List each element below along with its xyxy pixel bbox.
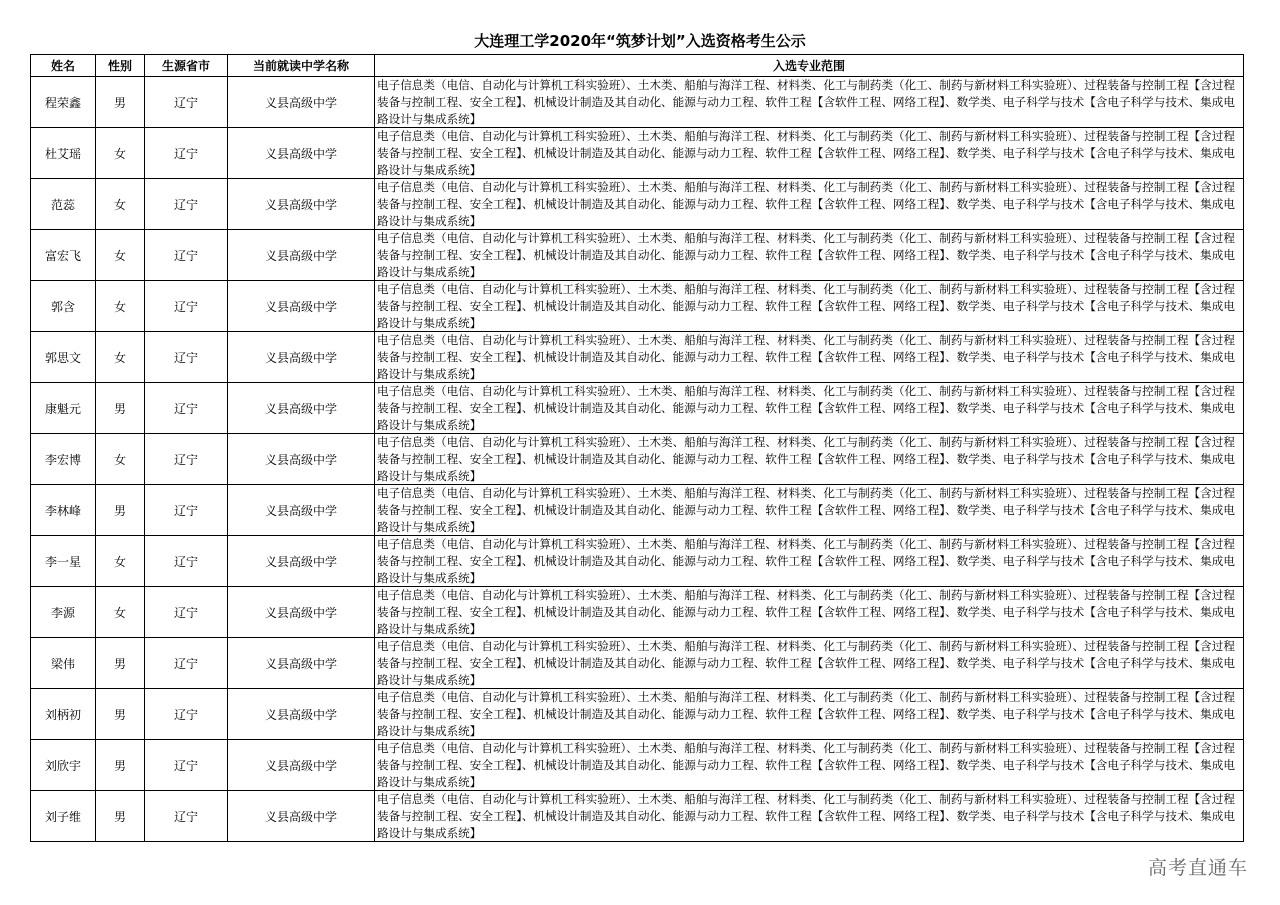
header-province: 生源省市 [145,55,228,77]
cell-gender: 男 [96,638,145,689]
cell-name: 刘柄初 [31,689,96,740]
cell-name: 富宏飞 [31,230,96,281]
cell-school: 义县高级中学 [228,791,375,842]
cell-school: 义县高级中学 [228,179,375,230]
cell-gender: 女 [96,536,145,587]
table-header-row [31,55,1244,77]
major-range-text: 电子信息类（电信、自动化与计算机工科实验班）、土木类、船舶与海洋工程、材料类、化工与制药类（化工、制药与新材料工科实验班）、过程装备与控制工程【含过程装备与控制工程、安全工程】、机械设计制造及其自动化、能源与动力工程、软件工程【含软件工程、网络工程】、数学类、电子科学与技术【含电子科学与技术、集成电路设计与集成系统】 [377,741,1235,789]
cell-major-range [375,689,1244,740]
cell-major-range [375,77,1244,128]
cell-major-range [375,740,1244,791]
cell-name: 郭含 [31,281,96,332]
table-row [31,638,1244,689]
cell-major-range [375,179,1244,230]
cell-name: 李源 [31,587,96,638]
header-gender: 性别 [96,55,145,77]
cell-province: 辽宁 [145,536,228,587]
watermark-text: 高考直通车 [1147,857,1248,879]
major-range-text: 电子信息类（电信、自动化与计算机工科实验班）、土木类、船舶与海洋工程、材料类、化工与制药类（化工、制药与新材料工科实验班）、过程装备与控制工程【含过程装备与控制工程、安全工程】、机械设计制造及其自动化、能源与动力工程、软件工程【含软件工程、网络工程】、数学类、电子科学与技术【含电子科学与技术、集成电路设计与集成系统】 [377,690,1235,738]
cell-province: 辽宁 [145,587,228,638]
cell-province: 辽宁 [145,179,228,230]
cell-gender: 男 [96,740,145,791]
cell-school: 义县高级中学 [228,383,375,434]
cell-major-range [375,638,1244,689]
major-range-text: 电子信息类（电信、自动化与计算机工科实验班）、土木类、船舶与海洋工程、材料类、化工与制药类（化工、制药与新材料工科实验班）、过程装备与控制工程【含过程装备与控制工程、安全工程】、机械设计制造及其自动化、能源与动力工程、软件工程【含软件工程、网络工程】、数学类、电子科学与技术【含电子科学与技术、集成电路设计与集成系统】 [377,78,1235,126]
cell-name: 范蕊 [31,179,96,230]
table-row [31,791,1244,842]
cell-name: 康魁元 [31,383,96,434]
cell-name: 李宏博 [31,434,96,485]
cell-school: 义县高级中学 [228,536,375,587]
major-range-text: 电子信息类（电信、自动化与计算机工科实验班）、土木类、船舶与海洋工程、材料类、化工与制药类（化工、制药与新材料工科实验班）、过程装备与控制工程【含过程装备与控制工程、安全工程】、机械设计制造及其自动化、能源与动力工程、软件工程【含软件工程、网络工程】、数学类、电子科学与技术【含电子科学与技术、集成电路设计与集成系统】 [377,588,1235,636]
major-range-text: 电子信息类（电信、自动化与计算机工科实验班）、土木类、船舶与海洋工程、材料类、化工与制药类（化工、制药与新材料工科实验班）、过程装备与控制工程【含过程装备与控制工程、安全工程】、机械设计制造及其自动化、能源与动力工程、软件工程【含软件工程、网络工程】、数学类、电子科学与技术【含电子科学与技术、集成电路设计与集成系统】 [377,129,1235,177]
cell-province: 辽宁 [145,791,228,842]
cell-province: 辽宁 [145,434,228,485]
cell-province: 辽宁 [145,638,228,689]
cell-gender: 男 [96,689,145,740]
major-range-text: 电子信息类（电信、自动化与计算机工科实验班）、土木类、船舶与海洋工程、材料类、化工与制药类（化工、制药与新材料工科实验班）、过程装备与控制工程【含过程装备与控制工程、安全工程】、机械设计制造及其自动化、能源与动力工程、软件工程【含软件工程、网络工程】、数学类、电子科学与技术【含电子科学与技术、集成电路设计与集成系统】 [377,486,1235,534]
cell-name: 刘欣宇 [31,740,96,791]
major-range-text: 电子信息类（电信、自动化与计算机工科实验班）、土木类、船舶与海洋工程、材料类、化工与制药类（化工、制药与新材料工科实验班）、过程装备与控制工程【含过程装备与控制工程、安全工程】、机械设计制造及其自动化、能源与动力工程、软件工程【含软件工程、网络工程】、数学类、电子科学与技术【含电子科学与技术、集成电路设计与集成系统】 [377,333,1235,381]
cell-province: 辽宁 [145,281,228,332]
table-row [31,740,1244,791]
major-range-text: 电子信息类（电信、自动化与计算机工科实验班）、土木类、船舶与海洋工程、材料类、化工与制药类（化工、制药与新材料工科实验班）、过程装备与控制工程【含过程装备与控制工程、安全工程】、机械设计制造及其自动化、能源与动力工程、软件工程【含软件工程、网络工程】、数学类、电子科学与技术【含电子科学与技术、集成电路设计与集成系统】 [377,231,1235,279]
header-name: 姓名 [31,55,96,77]
table-row [31,77,1244,128]
table-row [31,689,1244,740]
cell-major-range [375,587,1244,638]
cell-school: 义县高级中学 [228,332,375,383]
cell-major-range [375,230,1244,281]
cell-school: 义县高级中学 [228,434,375,485]
admission-table [30,54,1244,842]
cell-major-range [375,281,1244,332]
cell-province: 辽宁 [145,740,228,791]
table-row [31,179,1244,230]
cell-school: 义县高级中学 [228,281,375,332]
cell-school: 义县高级中学 [228,587,375,638]
cell-school: 义县高级中学 [228,77,375,128]
table-row [31,230,1244,281]
table-row [31,383,1244,434]
cell-gender: 女 [96,281,145,332]
cell-province: 辽宁 [145,689,228,740]
cell-name: 李林峰 [31,485,96,536]
cell-school: 义县高级中学 [228,689,375,740]
cell-major-range [375,434,1244,485]
cell-school: 义县高级中学 [228,638,375,689]
table-row [31,281,1244,332]
table-row [31,434,1244,485]
cell-province: 辽宁 [145,230,228,281]
cell-major-range [375,383,1244,434]
cell-gender: 女 [96,332,145,383]
cell-province: 辽宁 [145,485,228,536]
cell-gender: 男 [96,791,145,842]
cell-major-range [375,485,1244,536]
cell-major-range [375,536,1244,587]
document-title: 大连理工学2020年“筑梦计划”入选资格考生公示 [474,32,806,50]
cell-major-range [375,332,1244,383]
cell-gender: 女 [96,179,145,230]
cell-gender: 女 [96,587,145,638]
cell-school: 义县高级中学 [228,485,375,536]
cell-name: 杜艾瑶 [31,128,96,179]
cell-school: 义县高级中学 [228,740,375,791]
major-range-text: 电子信息类（电信、自动化与计算机工科实验班）、土木类、船舶与海洋工程、材料类、化工与制药类（化工、制药与新材料工科实验班）、过程装备与控制工程【含过程装备与控制工程、安全工程】、机械设计制造及其自动化、能源与动力工程、软件工程【含软件工程、网络工程】、数学类、电子科学与技术【含电子科学与技术、集成电路设计与集成系统】 [377,180,1235,228]
cell-major-range [375,128,1244,179]
cell-gender: 男 [96,485,145,536]
header-major-range: 入选专业范围 [375,55,1244,77]
cell-name: 李一星 [31,536,96,587]
major-range-text: 电子信息类（电信、自动化与计算机工科实验班）、土木类、船舶与海洋工程、材料类、化工与制药类（化工、制药与新材料工科实验班）、过程装备与控制工程【含过程装备与控制工程、安全工程】、机械设计制造及其自动化、能源与动力工程、软件工程【含软件工程、网络工程】、数学类、电子科学与技术【含电子科学与技术、集成电路设计与集成系统】 [377,792,1235,840]
major-range-text: 电子信息类（电信、自动化与计算机工科实验班）、土木类、船舶与海洋工程、材料类、化工与制药类（化工、制药与新材料工科实验班）、过程装备与控制工程【含过程装备与控制工程、安全工程】、机械设计制造及其自动化、能源与动力工程、软件工程【含软件工程、网络工程】、数学类、电子科学与技术【含电子科学与技术、集成电路设计与集成系统】 [377,639,1235,687]
cell-gender: 男 [96,383,145,434]
cell-major-range [375,791,1244,842]
cell-province: 辽宁 [145,332,228,383]
cell-province: 辽宁 [145,128,228,179]
table-row [31,128,1244,179]
cell-name: 郭思文 [31,332,96,383]
cell-gender: 女 [96,230,145,281]
cell-gender: 男 [96,77,145,128]
cell-name: 刘子维 [31,791,96,842]
major-range-text: 电子信息类（电信、自动化与计算机工科实验班）、土木类、船舶与海洋工程、材料类、化工与制药类（化工、制药与新材料工科实验班）、过程装备与控制工程【含过程装备与控制工程、安全工程】、机械设计制造及其自动化、能源与动力工程、软件工程【含软件工程、网络工程】、数学类、电子科学与技术【含电子科学与技术、集成电路设计与集成系统】 [377,384,1235,432]
table-row [31,536,1244,587]
table-row [31,485,1244,536]
header-school: 当前就读中学名称 [228,55,375,77]
cell-gender: 女 [96,128,145,179]
major-range-text: 电子信息类（电信、自动化与计算机工科实验班）、土木类、船舶与海洋工程、材料类、化工与制药类（化工、制药与新材料工科实验班）、过程装备与控制工程【含过程装备与控制工程、安全工程】、机械设计制造及其自动化、能源与动力工程、软件工程【含软件工程、网络工程】、数学类、电子科学与技术【含电子科学与技术、集成电路设计与集成系统】 [377,435,1235,483]
major-range-text: 电子信息类（电信、自动化与计算机工科实验班）、土木类、船舶与海洋工程、材料类、化工与制药类（化工、制药与新材料工科实验班）、过程装备与控制工程【含过程装备与控制工程、安全工程】、机械设计制造及其自动化、能源与动力工程、软件工程【含软件工程、网络工程】、数学类、电子科学与技术【含电子科学与技术、集成电路设计与集成系统】 [377,537,1235,585]
cell-school: 义县高级中学 [228,128,375,179]
major-range-text: 电子信息类（电信、自动化与计算机工科实验班）、土木类、船舶与海洋工程、材料类、化工与制药类（化工、制药与新材料工科实验班）、过程装备与控制工程【含过程装备与控制工程、安全工程】、机械设计制造及其自动化、能源与动力工程、软件工程【含软件工程、网络工程】、数学类、电子科学与技术【含电子科学与技术、集成电路设计与集成系统】 [377,282,1235,330]
cell-name: 程荣鑫 [31,77,96,128]
cell-name: 梁伟 [31,638,96,689]
cell-school: 义县高级中学 [228,230,375,281]
cell-province: 辽宁 [145,383,228,434]
table-row [31,587,1244,638]
cell-gender: 女 [96,434,145,485]
cell-province: 辽宁 [145,77,228,128]
table-row [31,332,1244,383]
table-body [31,77,1244,842]
